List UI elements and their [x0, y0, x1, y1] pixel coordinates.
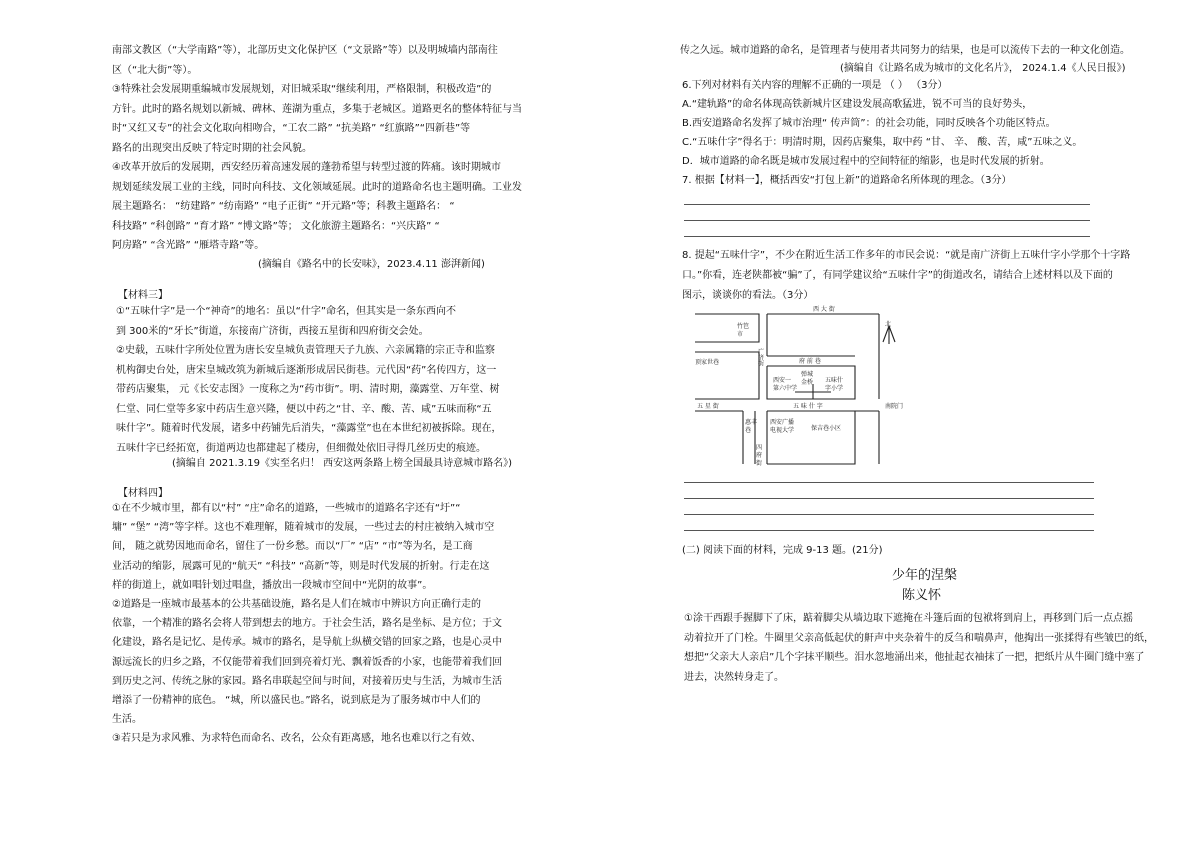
text-line: 样的街道上，就如唱针划过唱盘，播放出一段城市空间中“光阴的故事”。 — [112, 579, 433, 591]
text-line: 南部文教区（“大学南路”等），北部历史文化保护区（“文景路”等）以及明城墙内部南往 — [112, 45, 498, 56]
text-line: B.西安道路命名发挥了城市治理“ 传声筒”：的社会功能，同时反映各个功能区特点。 — [682, 118, 1056, 129]
map-label: 北 — [885, 321, 892, 328]
text-line: 传之久远。城市道路的命名，是管理者与使用者共同努力的结果，也是可以流传下去的一种文化创造。 — [680, 45, 1130, 56]
text-line: 规划延续发展工业的主线，同时向科技、文化领域延展。此时的道路命名也主题明确。工业发 — [112, 181, 522, 193]
text-line: 路名的出现突出反映了特定时期的社会风貌。 — [112, 142, 312, 154]
text-line: 依靠，一个精准的路名会将人带到想去的地方。于社会生活，路名是坐标、是方位；于文 — [112, 618, 502, 630]
answer-line[interactable] — [684, 530, 1094, 531]
map-label: 金桥 — [801, 379, 814, 386]
material-3-heading: 【材料三】 — [118, 290, 168, 301]
map-label: 弹城 — [801, 371, 814, 378]
text-line: 科技路” “科创路” “育才路” “博文路”等； 文化旅游主题路名：“兴庆路” “ — [112, 220, 440, 232]
text-line: 展主题路名： “纺建路” “纺南路” “电子正街” “开元路”等；科教主题路名： “ — [112, 201, 455, 212]
text-line: 时“又红又专”的社会文化取向相吻合，“工农二路” “抗美路” “红旗路”“四新巷”等 — [112, 123, 471, 134]
text-line: 到历史之河、传统之脉的家园。路名串联起空间与时间，对接着历史与生活，为城市生活 — [112, 675, 502, 687]
text-line: ①“五味什字”是一个“神奇”的地名：虽以“什字”命名，但其实是一条东西向不 — [116, 306, 457, 317]
text-line: 仁堂、同仁堂等多家中药店生意兴隆，便以中药之“甘、辛、酸、苦、咸”五味而称“五 — [116, 403, 492, 415]
text-line: 6.下列对材料有关内容的理解不正确的一项是 （ ） （3分） — [682, 80, 948, 91]
map-label: 字小学 — [825, 385, 844, 392]
text-line: 阿房路” “含光路” “雁塔寺路”等。 — [112, 240, 265, 251]
answer-line[interactable] — [684, 482, 1094, 483]
map-label: 西安广播 — [770, 419, 795, 426]
text-line: 8. 提起“五味什字”，不少在附近生活工作多年的市民会说：“就是南广济街上五味什字小学那个十字路 — [682, 250, 1131, 261]
text-line: 机构御史台处，唐宋皇城改筑为新城后逐渐形成居民街巷。元代因“药”名传四方，这一 — [116, 364, 497, 376]
map-label: 第六中学 — [773, 385, 798, 392]
material-4-heading: 【材料四】 — [118, 488, 168, 499]
map-label: 市 — [737, 331, 744, 338]
answer-line[interactable] — [684, 498, 1094, 499]
map-label: 府 前 巷 — [799, 358, 821, 365]
text-line: 动着拉开了门栓。牛圈里父亲高低起伏的鼾声中夹杂着牛的反刍和喘鼻声，他掏出一张揉得有些皱巴的纸， — [684, 632, 1154, 644]
question-7: 7. 根据【材料一】，概括西安“打包上新”的道路命名所体现的理念。（3分） — [682, 175, 1012, 186]
text-line: ③特殊社会发展期重编城市发展规划，对旧城采取“继续利用，严格限制，积极改造”的 — [112, 84, 492, 95]
map-label: 五味什 — [825, 377, 844, 384]
map-label: 西 大 街 — [813, 306, 835, 313]
map-label: 竹笆 — [737, 323, 750, 330]
text-line: C.“五味什字”得名于：明清时期，因药店聚集，取中药 “甘、 辛、 酸、苦，咸”五味之义。 — [682, 137, 1083, 148]
map-label: 广济街 — [756, 348, 764, 366]
text-line: ②道路是一座城市最基本的公共基础设施，路名是人们在城市中辨识方向正确行走的 — [112, 599, 481, 610]
text-line: 味什字”。随着时代发展，诸多中药铺先后消失，“藻露堂”也在本世纪初被拆除。现在， — [116, 423, 502, 434]
text-line: 源远流长的归乡之路，不仅能带着我们回到亮着灯光、飘着饭香的小家，也能带着我们回 — [112, 656, 502, 668]
text-line: 化建设，路名是记忆、是传承。城市的路名，是导航上纵横交错的回家之路，也是心灵中 — [112, 637, 502, 649]
map-label: 西安一 — [773, 377, 792, 384]
map-label: 五 星 街 — [697, 403, 719, 410]
text-line: 五味什字已经拓宽，街道两边也都建起了楼房，但细微处依旧寻得几丝历史的痕迹。 — [116, 442, 486, 454]
text-line: 想把“父亲大人亲启”几个字抹平顺些。泪水忽地涌出来，他扯起衣袖抹了一把，把纸片从牛圈门缝中塞了 — [684, 652, 1145, 663]
answer-line[interactable] — [684, 204, 1090, 205]
text-line: ①在不少城市里，都有以“村” “庄”命名的道路，一些城市的道路名字还有“圩”“ — [112, 503, 461, 514]
answer-line[interactable] — [684, 220, 1090, 221]
text-line: 方针。此时的路名规划以新城、碑林、莲湖为重点，多集于老城区。道路更名的整体特征与当 — [112, 103, 522, 115]
text-line: 生活。 — [112, 714, 142, 726]
text-line: ④改革开放后的发展期，西安经历着高速发展的蓬勃希望与转型过渡的阵痛。该时期城市 — [112, 162, 501, 173]
text-line: 区（“北大街”等）。 — [112, 64, 198, 76]
map-label: 顶家世巷 — [695, 359, 720, 366]
story-author: 陈义怀 — [902, 588, 942, 603]
map-label: 保吉巷小区 — [811, 425, 842, 432]
map-label: 电视大学 — [770, 427, 795, 434]
north-arrow-icon — [883, 326, 895, 344]
text-line: 带药店聚集， 元《长安志图》一度称之为“药市街”。明、清时期，藻露堂、万年堂、树 — [116, 384, 500, 395]
source-line: (摘编自《让路名成为城市的文化名片》， 2024.1.4《人民日报》) — [840, 63, 1126, 74]
text-line: 墉” “堡” “湾”等字样。这也不难理解，随着城市的发展，一些过去的村庄被纳入城市空 — [112, 522, 495, 534]
answer-line[interactable] — [684, 236, 1090, 237]
answer-line[interactable] — [684, 514, 1094, 515]
text-line: ②史载，五味什字所处位置为唐长安皇城负责管理天子九族、六亲属籍的宗正寺和监察 — [116, 345, 495, 356]
text-line: ③若只是为求风雅、为求特色而命名、改名，公众有距离感，地名也难以行之有效、 — [112, 733, 481, 745]
text-line: 增添了一份精神的底色。 “城，所以盛民也。”路名，说到底是为了服务城市中人们的 — [112, 695, 481, 706]
map-label: 巷 — [745, 427, 752, 434]
map-label: 惠丰 — [745, 419, 758, 426]
story-title: 少年的涅槃 — [892, 568, 958, 583]
map-label: 五 味 什 字 — [793, 403, 823, 410]
map-label: 南院门 — [885, 403, 904, 410]
source-line: (摘编自 2021.3.19《实至名归！ 西安这两条路上榜全国最具诗意城市路名》) — [172, 458, 513, 469]
text-line: D．城市道路的命名既是城市发展过程中的空间特征的缩影，也是时代发展的折射。 — [682, 156, 1050, 167]
text-line: A.“建轨路”的命名体现高铁新城片区建设发展高歌猛进，锐不可当的良好势头， — [682, 99, 1033, 110]
street-map-figure — [695, 304, 911, 466]
text-line: 进去，决然转身走了。 — [684, 671, 784, 683]
section-heading: (二) 阅读下面的材料，完成 9-13 题。(21分) — [682, 545, 883, 556]
text-line: 间， 随之就势因地而命名，留住了一份乡愁。而以“厂” “店” “市”等为名，是工商 — [112, 541, 473, 553]
text-line: 到 300米的“牙长”街道，东接南广济街，西接五星街和四府街交会处。 — [116, 325, 429, 337]
text-line: 业活动的缩影，展露可见的“航天” “科技” “高新”等，则是时代发展的折射。行走在这 — [112, 560, 490, 572]
source-line: (摘编自《路名中的长安味》，2023.4.11 澎湃新闻) — [258, 259, 485, 270]
text-line: 口。”你看，连老陕都被“骗”了，有同学建议给“五味什字”的街道改名，请结合上述材料以及下面的 — [682, 270, 1113, 281]
text-line: 图示，谈谈你的看法。（3分） — [682, 290, 814, 301]
text-line: ①涂干西跟手握脚下了床，踮着脚尖从墙边取下遮掩在斗篷后面的包袱将到肩上，再移到门后一点点摇 — [684, 613, 1133, 624]
map-label: 四 府 街 — [754, 444, 762, 466]
